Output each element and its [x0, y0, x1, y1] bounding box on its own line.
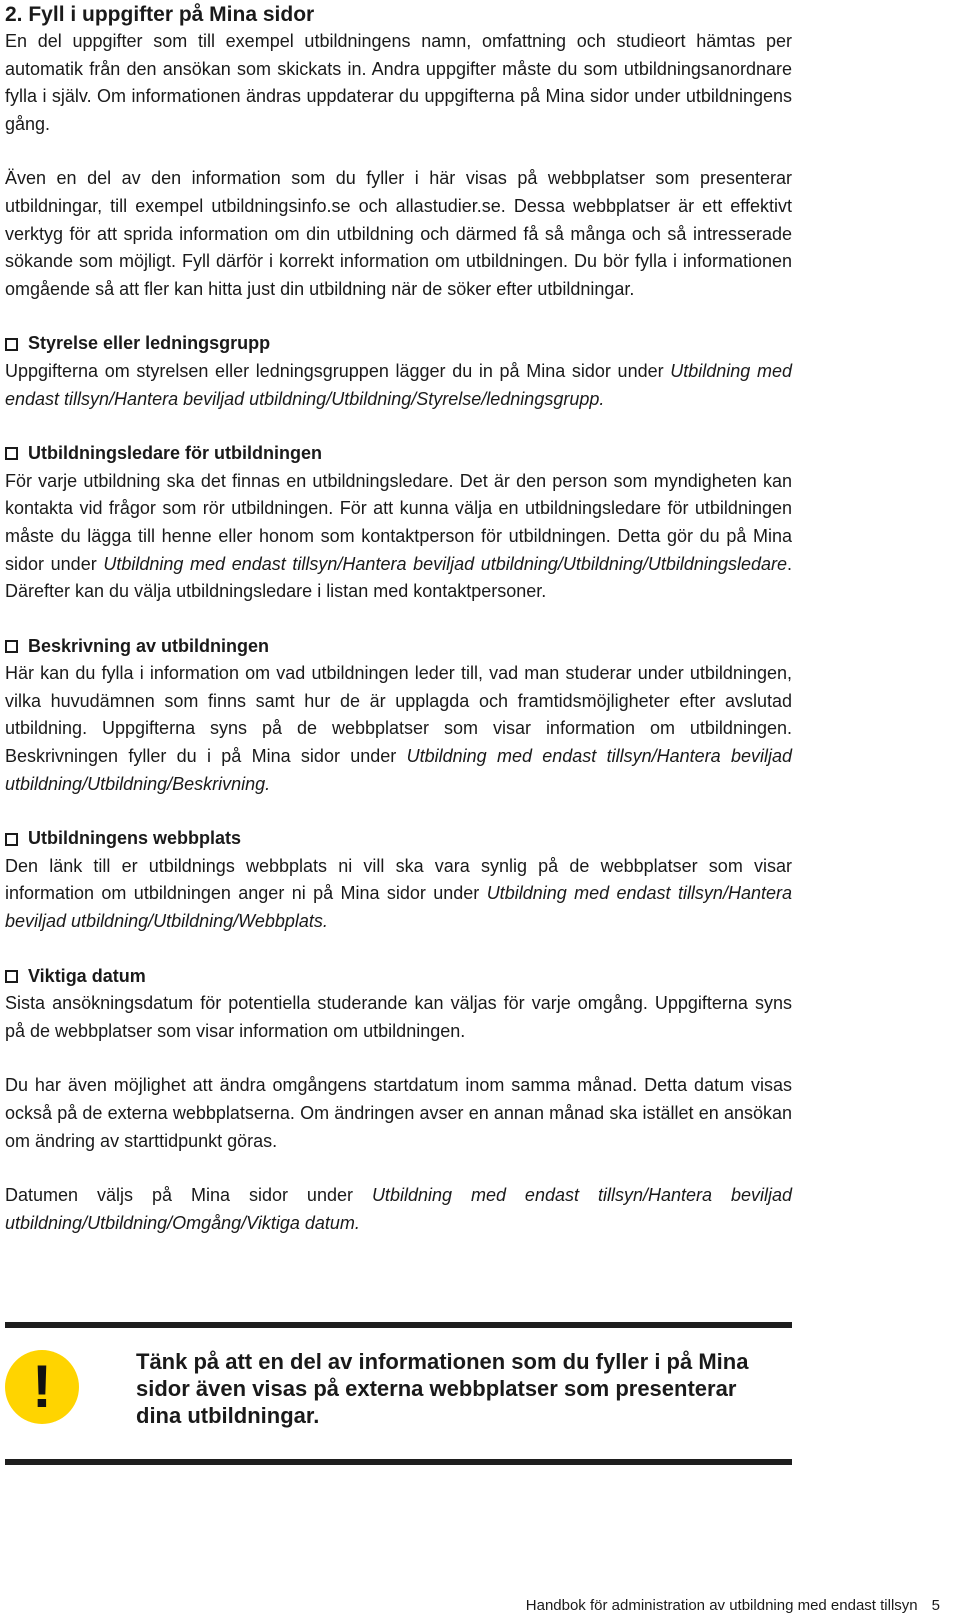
section-title [5, 963, 792, 991]
page-footer [526, 1597, 940, 1615]
body-text: För varje utbildning ska det finnas en utbildningsledare. Det är den person som myndigheten kan kontakta vid frågor som rör utbildningen. För att kunna välja en utbildningsledare för utbildningen måste du lägga till henne eller honom som kontaktperson för utbildningen. Detta gör du på Mina sidor under [5, 470, 792, 574]
menu-path: Utbildning med endast tillsyn/Hantera beviljad utbildning/Utbildning/Styrelse/ledningsgrupp. [5, 360, 792, 409]
section-heading: 2. Fyll i uppgifter på Mina sidor [5, 3, 315, 26]
section-body [5, 1182, 792, 1237]
section-body [5, 660, 792, 798]
section-title [5, 825, 792, 853]
section-description [5, 633, 792, 799]
menu-path: Utbildning med endast tillsyn/Hantera beviljad utbildning/Utbildning/Webbplats. [5, 883, 792, 932]
section-board [5, 330, 792, 413]
checkbox-icon [5, 970, 18, 983]
section-body [5, 468, 792, 606]
section-website [5, 825, 792, 935]
footer-title: Handbok för administration av utbildning med endast tillsyn [525, 1597, 918, 1614]
section-title-text: Viktiga datum [28, 965, 146, 986]
section-body: Du har även möjlighet att ändra omgångens startdatum inom samma månad. Detta datum visas också på de externa webbplatserna. Om ändringen avser en annan månad ska istället en ansökan om ändring av starttidpunkt göras. [5, 1075, 792, 1151]
menu-path: Utbildning med endast tillsyn/Hantera beviljad utbildning/Utbildning/Utbildningsledare [103, 553, 787, 574]
section-title [5, 330, 792, 358]
section-title-text: Utbildningens webbplats [28, 828, 242, 849]
section-body [5, 853, 792, 936]
intro-paragraph: En del uppgifter som till exempel utbildningens namn, omfattning och studieort hämtas per automatik från den ansökan som skickats in. Andra uppgifter måste du som utbildningsanordnare fylla i själv. Om informationen ändras uppdaterar du uppgifterna på Mina sidor under utbildningens gång. [5, 31, 792, 134]
body-text: Här kan du fylla i information om vad utbildningen leder till, vad man studerar under utbildningen, vilka huvudämnen som finns samt hur de är upplagda och framtidsmöjligheter efter avslutad utbildning. Uppgifterna syns på de webbplatser som visar information om utbildningen. Beskrivningen fyller du i på Mina sidor under [5, 663, 792, 767]
checkbox-icon [5, 640, 18, 653]
menu-path: Utbildning med endast tillsyn/Hantera beviljad utbildning/Utbildning/Omgång/Viktiga datum. [5, 1185, 793, 1233]
exclamation-glyph: ! [32, 1353, 52, 1420]
document-page [5, 0, 792, 1237]
body-text: Datumen väljs på Mina sidor under [5, 1185, 372, 1206]
body-text: Den länk till er utbildnings webbplats ni vill ska vara synlig på de webbplatser som visar information om utbildningen anger ni på Mina sidor under [5, 855, 792, 904]
checkbox-icon [5, 447, 18, 460]
checkbox-icon [5, 338, 18, 351]
page-number: 5 [931, 1597, 940, 1614]
callout-text: Tänk på att en del av informationen som du fyller i på Mina sidor även visas på externa webbplatser som presenterar dina utbildningar. [136, 1349, 749, 1428]
section-leader [5, 440, 792, 606]
section-title-text: Beskrivning av utbildningen [28, 635, 270, 656]
body-text-after: . Därefter kan du välja utbildningsledare i listan med kontaktpersoner. [5, 553, 793, 602]
section-title [5, 440, 792, 468]
section-dates [5, 963, 792, 1238]
section-title [5, 633, 792, 661]
menu-path: Utbildning med endast tillsyn/Hantera beviljad utbildning/Utbildning/Beskrivning. [5, 746, 792, 794]
checkbox-icon [5, 833, 18, 846]
body-text: Uppgifterna om styrelsen eller ledningsgruppen lägger du in på Mina sidor under [5, 360, 671, 381]
section-title-text: Utbildningsledare för utbildningen [28, 443, 322, 464]
divider [5, 1459, 792, 1465]
section-body [5, 358, 792, 413]
exclamation-icon [5, 1350, 79, 1424]
section-title-text: Styrelse eller ledningsgrupp [28, 333, 271, 354]
websites-paragraph: Även en del av den information som du fyller i här visas på webbplatser som presenterar utbildningar, till exempel utbildningsinfo.se och allastudier.se. Dessa webbplatser är ett effektivt verktyg för att sprida information om din utbildning och därmed få så många och så intresserade sökande som möjligt. Fyll därför i korrekt information om utbildningen. Du bör fylla i informationen omgående så att fler kan hitta just din utbildning när de söker efter utbildningar. [5, 168, 792, 299]
divider [5, 1322, 792, 1328]
section-body: Sista ansökningsdatum för potentiella studerande kan väljas för varje omgång. Uppgifterna syns på de webbplatser som visar information om utbildningen. [5, 993, 792, 1041]
